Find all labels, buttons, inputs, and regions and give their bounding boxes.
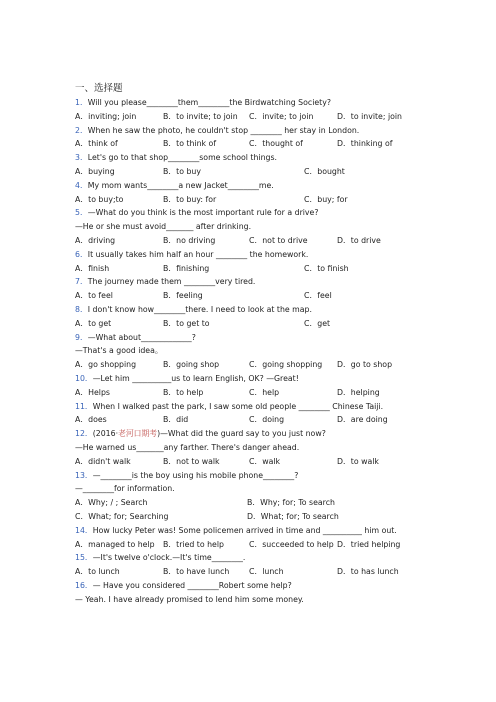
- question-text: —It's twelve o'clock.—It's time________.: [92, 553, 246, 563]
- answer-option: A．Why; / ; Search: [75, 498, 148, 508]
- dialogue-line: [75, 482, 485, 496]
- question-text: How lucky Peter was! Some policemen arrived in time and __________ him out.: [92, 525, 397, 535]
- options-line: [75, 496, 485, 510]
- answer-option: B．to help: [163, 387, 204, 397]
- answer-option: B．feeling: [163, 291, 203, 301]
- options-line: [75, 137, 485, 151]
- question-text: Will you please________them________the Birdwatching Society?: [87, 98, 331, 107]
- question-line: [75, 275, 485, 289]
- question-number: 15．: [75, 553, 93, 563]
- question-line: [75, 151, 485, 165]
- question-line: [75, 303, 485, 317]
- options-line: [75, 262, 485, 276]
- options-line: [75, 510, 485, 524]
- answer-option: B．no driving: [163, 235, 216, 245]
- answer-option: B．to invite; to join: [163, 111, 238, 121]
- dialogue-text: —He warned us_______any farther. There's danger ahead.: [75, 442, 300, 452]
- answer-option: D．to walk: [337, 456, 379, 466]
- answer-option: B．to buy: for: [163, 194, 217, 204]
- answer-option: B．going shop: [163, 360, 220, 370]
- question-list: [75, 96, 485, 606]
- answer-option: B．to get to: [163, 318, 210, 328]
- answer-option: D．to drive: [337, 235, 381, 245]
- answer-option: B．to think of: [163, 139, 217, 149]
- answer-option: A．buying: [75, 166, 115, 176]
- options-line: [75, 234, 485, 248]
- question-number: 1．: [75, 98, 88, 107]
- question-line: [75, 427, 485, 441]
- question-number: 3．: [75, 153, 88, 163]
- question-line: [75, 551, 485, 565]
- question-source: 老河口期考: [118, 429, 158, 439]
- answer-option: B．Why; for; To search: [247, 498, 335, 508]
- answer-option: C．What; for; Searching: [75, 511, 169, 521]
- dialogue-line: [75, 344, 485, 358]
- question-number: 5．: [75, 208, 88, 218]
- question-number: 8．: [75, 304, 88, 314]
- question-line: [75, 206, 485, 220]
- question-line: [75, 372, 485, 386]
- answer-option: B．tried to help: [163, 539, 224, 549]
- answer-option: C．not to drive: [249, 235, 308, 245]
- answer-option: B．did: [163, 415, 189, 425]
- dialogue-text: —________for information.: [75, 484, 175, 494]
- answer-option: B．not to walk: [163, 456, 220, 466]
- answer-option: C．to finish: [304, 263, 349, 273]
- question-text: It usually takes him half an hour ________ the homework.: [87, 249, 309, 259]
- options-line: [75, 455, 485, 469]
- question-text: When I walked past the park, I saw some old people ________ Chinese Taiji.: [92, 401, 384, 411]
- answer-option: C．bought: [304, 166, 345, 176]
- question-text: —________is the boy using his mobile phone________?: [92, 470, 299, 480]
- options-line: [75, 165, 485, 179]
- question-text: My mom wants________a new Jacket________me.: [87, 180, 274, 190]
- question-line: [75, 96, 485, 110]
- answer-option: C．get: [304, 318, 331, 328]
- options-line: [75, 386, 485, 400]
- options-line: [75, 317, 485, 331]
- answer-option: D．tried helping: [337, 539, 401, 549]
- question-text: The journey made them ________very tired.: [87, 277, 256, 287]
- answer-option: A．finish: [75, 263, 110, 273]
- answer-option: A．to buy;to: [75, 194, 124, 204]
- question-source-prefix: (2016·: [92, 429, 119, 439]
- options-line: [75, 358, 485, 372]
- answer-option: A．didn't walk: [75, 456, 131, 466]
- answer-option: A．to lunch: [75, 567, 120, 577]
- question-line: [75, 524, 485, 538]
- answer-option: A．to feel: [75, 291, 113, 301]
- answer-option: A．think of: [75, 139, 118, 149]
- answer-option: D．to invite; join: [337, 111, 402, 121]
- question-line: [75, 124, 485, 138]
- question-line: [75, 469, 485, 483]
- question-number: 4．: [75, 180, 88, 190]
- dialogue-line: [75, 220, 485, 234]
- answer-option: C．lunch: [249, 567, 284, 577]
- question-text: I don't know how________there. I need to look at the map.: [87, 304, 312, 314]
- answer-option: B．to buy: [163, 166, 201, 176]
- answer-option: D．are doing: [337, 415, 388, 425]
- dialogue-text: —He or she must avoid_______ after drinking.: [75, 222, 252, 232]
- question-line: [75, 579, 485, 593]
- question-number: 10．: [75, 373, 93, 383]
- question-number: 13．: [75, 470, 93, 480]
- answer-option: A．managed to help: [75, 539, 155, 549]
- answer-option: C．buy; for: [304, 194, 348, 204]
- options-line: [75, 193, 485, 207]
- answer-option: A．Helps: [75, 387, 110, 397]
- options-line: [75, 289, 485, 303]
- answer-option: D．helping: [337, 387, 380, 397]
- question-number: 7．: [75, 277, 88, 287]
- question-number: 2．: [75, 125, 88, 135]
- question-number: 12．: [75, 429, 93, 439]
- answer-option: B．finishing: [163, 263, 210, 273]
- question-text: — Have you considered ________Robert some help?: [92, 580, 292, 590]
- answer-option: A．to get: [75, 318, 112, 328]
- answer-option: A．go shopping: [75, 360, 137, 370]
- question-line: [75, 179, 485, 193]
- answer-option: C．feel: [304, 291, 332, 301]
- question-number: 6．: [75, 249, 88, 259]
- answer-option: D．thinking of: [337, 139, 393, 149]
- answer-option: C．walk: [249, 456, 281, 466]
- question-number: 16．: [75, 580, 93, 590]
- question-line: [75, 248, 485, 262]
- answer-option: D．to has lunch: [337, 567, 399, 577]
- answer-option: C．doing: [249, 415, 285, 425]
- question-number: 14．: [75, 525, 93, 535]
- options-line: [75, 538, 485, 552]
- answer-option: D．What; for; To search: [247, 511, 339, 521]
- question-number: 11．: [75, 401, 93, 411]
- question-text: —Let him __________us to learn English, OK? —Great!: [92, 373, 299, 383]
- dialogue-line: [75, 441, 485, 455]
- dialogue-text: — Yeah. I have already promised to lend him some money.: [75, 594, 304, 604]
- question-text: )—What did the guard say to you just now?: [157, 429, 326, 439]
- answer-option: C．help: [249, 387, 280, 397]
- options-line: [75, 565, 485, 579]
- answer-option: B．to have lunch: [163, 567, 230, 577]
- options-line: [75, 110, 485, 124]
- section-title: 一、选择题: [75, 83, 123, 94]
- answer-option: D．go to shop: [337, 360, 393, 370]
- answer-option: A．does: [75, 415, 107, 425]
- question-line: [75, 331, 485, 345]
- answer-option: A．inviting; join: [75, 111, 137, 121]
- question-text: —What do you think is the most important rule for a drive?: [87, 208, 319, 218]
- dialogue-text: —That's a good idea。: [75, 346, 163, 356]
- question-line: [75, 400, 485, 414]
- answer-option: C．succeeded to help: [249, 539, 334, 549]
- question-number: 9．: [75, 332, 88, 342]
- answer-option: C．going shopping: [249, 360, 323, 370]
- dialogue-line: [75, 593, 485, 607]
- question-text: —What about_____________?: [87, 332, 196, 342]
- answer-option: A．driving: [75, 235, 116, 245]
- answer-option: C．thought of: [249, 139, 303, 149]
- question-text: Let's go to that shop________some school things.: [87, 153, 278, 163]
- question-text: When he saw the photo, he couldn't stop ________ her stay in London.: [87, 125, 360, 135]
- answer-option: C．invite; to join: [249, 111, 314, 121]
- options-line: [75, 413, 485, 427]
